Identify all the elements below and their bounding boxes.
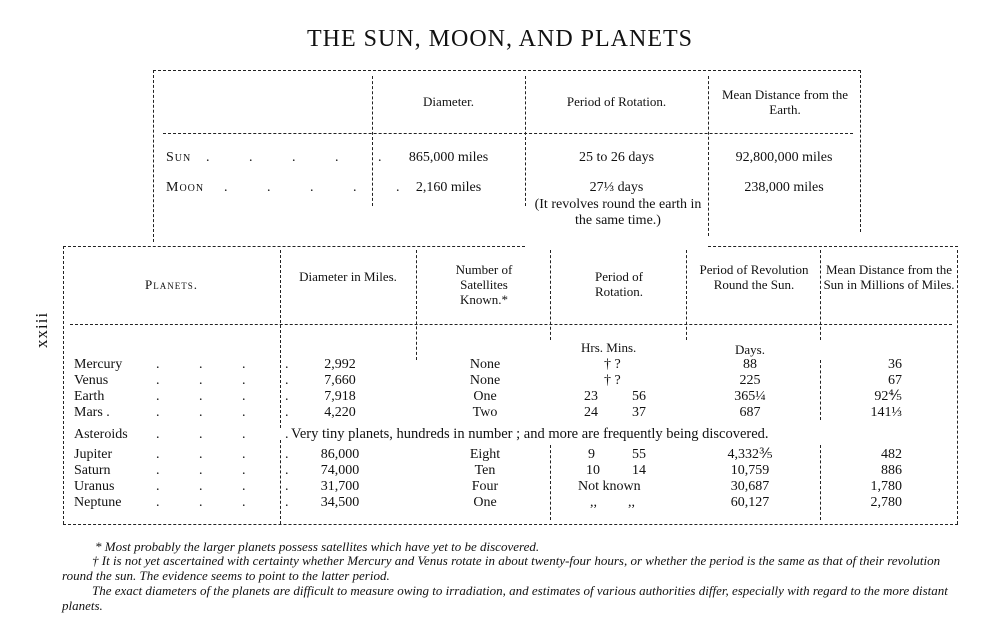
body-name: Sun: [166, 150, 192, 165]
satellites-cell: Two: [472, 405, 498, 420]
page-title: THE SUN, MOON, AND PLANETS: [306, 26, 693, 52]
leader-dots: . . . .: [156, 389, 307, 404]
planet-name: Saturn: [74, 463, 111, 478]
revolution-cell: 88: [743, 357, 757, 372]
diameter-cell: 2,992: [324, 357, 356, 372]
leader-dots: . . . .: [156, 495, 307, 510]
leader-dots: . . . .: [156, 447, 307, 462]
distance-cell: 238,000 miles: [744, 180, 824, 195]
leader-dots: . . . .: [156, 373, 307, 388]
revolution-cell: 687: [739, 405, 761, 420]
table-row: [0, 149, 1000, 166]
revolution-units: Days.: [735, 342, 765, 357]
satellites-cell: None: [469, 357, 501, 372]
diameter-cell: 865,000 miles: [408, 150, 489, 165]
satellites-cell: Four: [471, 479, 499, 494]
rotation-mins-cell: 56: [632, 389, 646, 404]
upper-header-diameter: Diameter.: [423, 94, 474, 109]
header-rotation: Period of Rotation.: [594, 269, 644, 299]
diameter-cell: 2,160 miles: [415, 180, 482, 195]
side-page-number: xxiii: [32, 311, 51, 349]
table-row: [0, 372, 1000, 389]
satellites-cell: One: [473, 389, 497, 404]
table-row: [0, 356, 1000, 373]
diameter-cell: 4,220: [324, 405, 356, 420]
diameter-cell: 86,000: [320, 447, 360, 462]
rotation-hrs-cell: 23: [584, 389, 598, 404]
rotation-hrs-cell: † ?: [604, 357, 621, 372]
rotation-units: Hrs. Mins.: [581, 340, 637, 355]
lower-bottom-rule: [63, 524, 958, 525]
revolution-cell: 30,687: [730, 479, 770, 494]
distance-cell: 2,780: [870, 495, 902, 510]
diameter-cell: 31,700: [320, 479, 360, 494]
footnote-satellites: * Most probably the larger planets possess satellites which have yet to be discovered.: [95, 539, 540, 554]
distance-cell: 1,780: [870, 479, 902, 494]
header-revolution: Period of Revolution Round the Sun.: [699, 262, 809, 292]
lower-col-rule-3: [550, 250, 551, 340]
table-row: [0, 462, 1000, 479]
rotation-mins-cell: 14: [632, 463, 646, 478]
planet-name: Mars .: [74, 405, 110, 420]
leader-dots: . . . .: [156, 405, 307, 420]
table-row: [0, 446, 1000, 463]
leader-dots: . . . . .: [224, 180, 418, 195]
moon-rotation-note: (It revolves round the earth in the same time.): [534, 197, 702, 228]
diameter-cell: 7,660: [324, 373, 356, 388]
upper-header-rule: [163, 133, 853, 134]
footnote-diameters: The exact diameters of the planets are difficult to measure owing to irradiation, and estimates of various authorities differ, especially with regard to the more distant planets.: [62, 583, 948, 613]
leader-dots: . . . . .: [206, 150, 400, 165]
revolution-cell: 60,127: [730, 495, 770, 510]
diameter-cell: 74,000: [320, 463, 360, 478]
header-planets: Planets.: [145, 277, 198, 292]
rotation-cell: 25 to 26 days: [578, 150, 655, 165]
upper-top-rule: [153, 70, 861, 71]
rotation-mins-cell: 55: [632, 447, 646, 462]
lower-top-rule-left: [63, 246, 525, 247]
diameter-cell: 34,500: [320, 495, 360, 510]
planet-name: Asteroids: [74, 427, 128, 442]
revolution-cell: 10,759: [730, 463, 770, 478]
lower-col-rule-5: [820, 250, 821, 340]
lower-col-rule-4: [686, 250, 687, 340]
upper-header-rotation: Period of Rotation.: [566, 94, 667, 109]
rotation-hrs-cell: 24: [584, 405, 598, 420]
rotation-hrs-cell: ,,: [590, 495, 597, 510]
satellites-cell: Ten: [474, 463, 496, 478]
table-row: [0, 494, 1000, 511]
asteroids-note: Very tiny planets, hundreds in number ; and more are frequently being discovered.: [291, 426, 769, 442]
lower-top-rule-right: [708, 246, 958, 247]
table-row: [0, 388, 1000, 405]
satellites-cell: None: [469, 373, 501, 388]
distance-cell: 92⅘: [874, 389, 902, 404]
rotation-hrs-cell: † ?: [604, 373, 621, 388]
distance-cell: 141⅓: [870, 405, 902, 420]
planet-name: Mercury: [74, 357, 123, 372]
header-diameter: Diameter in Miles.: [299, 269, 397, 284]
planet-name: Uranus: [74, 479, 115, 494]
leader-dots: . . . .: [156, 463, 307, 478]
header-distance: Mean Distance from the Sun in Millions of Miles.: [823, 262, 955, 292]
rotation-hrs-cell: 9: [588, 447, 595, 462]
distance-cell: 36: [888, 357, 902, 372]
distance-cell: 67: [888, 373, 902, 388]
rotation-hrs-cell: 10: [586, 463, 600, 478]
revolution-cell: 4,332⅗: [727, 447, 773, 462]
table-row: [0, 478, 1000, 495]
leader-dots: . . . .: [156, 357, 307, 372]
revolution-cell: 225: [739, 373, 761, 388]
leader-dots: . . . .: [156, 479, 307, 494]
rotation-mins-cell: 37: [632, 405, 646, 420]
upper-header-distance: Mean Distance from the Earth.: [722, 87, 848, 117]
rotation-hrs-cell: Not known: [578, 479, 641, 494]
rotation-cell: 27⅓ days: [589, 180, 644, 195]
diameter-cell: 7,918: [324, 389, 356, 404]
satellites-cell: Eight: [469, 447, 501, 462]
table-row: [0, 179, 1000, 196]
planet-name: Jupiter: [74, 447, 113, 462]
distance-cell: 92,800,000 miles: [735, 150, 833, 165]
revolution-cell: 365¼: [734, 389, 766, 404]
leader-dots: . . . .: [156, 427, 307, 442]
footnote-rotation: † It is not yet ascertained with certainty whether Mercury and Venus rotate in about twenty-four hours, or whether the period is the same as that of their revolution round the sun. The evidence seems to point to the latter period.: [62, 553, 941, 583]
body-name: Moon: [166, 180, 205, 195]
header-satellites: Number of Satellites Known.*: [455, 262, 513, 307]
rotation-mins-cell: ,,: [628, 495, 635, 510]
distance-cell: 886: [881, 463, 902, 478]
satellites-cell: One: [473, 495, 497, 510]
lower-col-rule-2: [416, 250, 417, 360]
planet-name: Earth: [74, 389, 105, 404]
table-row: [0, 404, 1000, 421]
planet-name: Neptune: [74, 495, 122, 510]
asteroids-row: [0, 426, 1000, 443]
distance-cell: 482: [881, 447, 902, 462]
planet-name: Venus: [74, 373, 109, 388]
